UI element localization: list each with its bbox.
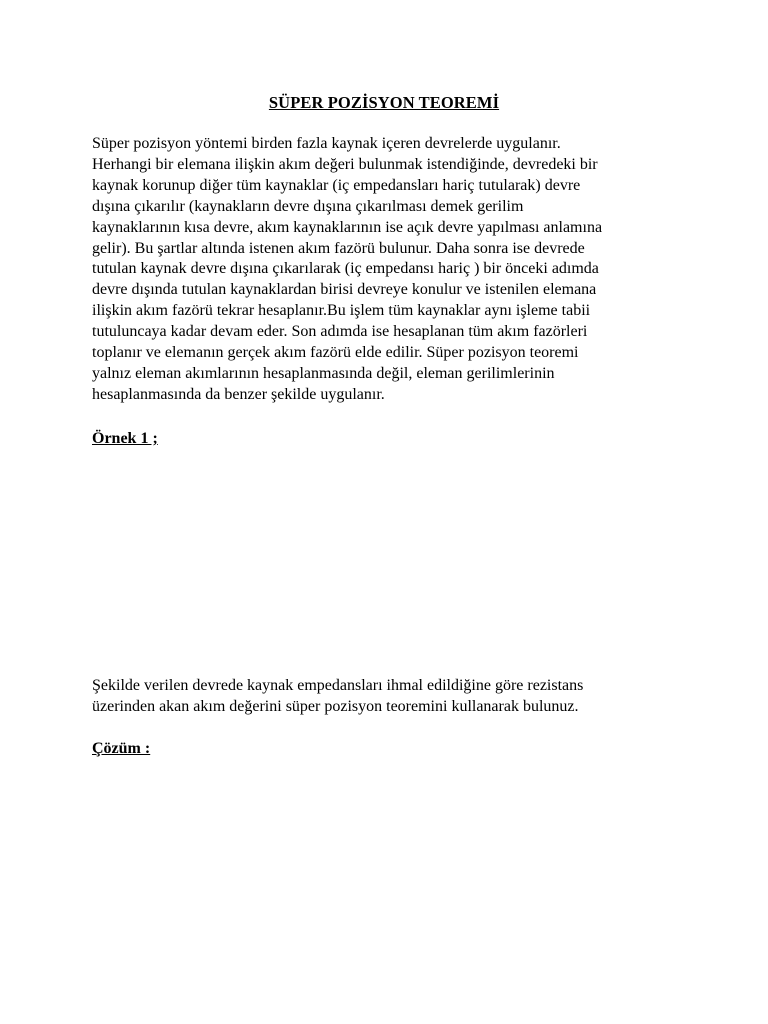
intro-line: kaynak korunup diğer tüm kaynaklar (iç empedansları hariç tutularak) devre <box>92 176 581 194</box>
intro-line: hesaplanmasında da benzer şekilde uygulanır. <box>92 385 385 403</box>
intro-line: Herhangi bir elemana ilişkin akım değeri bulunmak istendiğinde, devredeki bir <box>92 155 598 173</box>
intro-line: kaynaklarının kısa devre, akım kaynaklarının ise açık devre yapılması anlamına <box>92 218 603 236</box>
document-title: SÜPER POZİSYON TEOREMİ <box>268 93 500 112</box>
intro-line: toplanır ve elemanın gerçek akım fazörü elde edilir. Süper pozisyon teoremi <box>92 344 579 362</box>
question-line: üzerinden akan akım değerini süper pozisyon teoremini kullanarak bulunuz. <box>92 697 579 715</box>
intro-line: tutulan kaynak devre dışına çıkarılarak (iç empedansı hariç ) bir önceki adımda <box>92 260 599 278</box>
solution-heading: Çözüm : <box>92 740 151 757</box>
intro-paragraph <box>92 134 682 406</box>
circuit-figure-placeholder <box>92 460 682 665</box>
solution-area <box>92 770 682 1000</box>
question-paragraph <box>92 676 692 718</box>
example-heading: Örnek 1 ; <box>92 430 158 447</box>
intro-line: ilişkin akım fazörü tekrar hesaplanır.Bu işlem tüm kaynaklar aynı işleme tabii <box>92 302 591 320</box>
intro-line: tutuluncaya kadar devam eder. Son adımda ise hesaplanan tüm akım fazörleri <box>92 323 588 341</box>
question-line: Şekilde verilen devrede kaynak empedansları ihmal edildiğine göre rezistans <box>92 677 584 694</box>
intro-line: gelir). Bu şartlar altında istenen akım fazörü bulunur. Daha sonra ise devrede <box>92 239 585 257</box>
intro-line: devre dışında tutulan kaynaklardan birisi devreye konulur ve istenilen elemana <box>92 281 597 299</box>
intro-line: yalnız eleman akımlarının hesaplanmasında değil, eleman gerilimlerinin <box>92 364 555 382</box>
intro-line: dışına çıkarılır (kaynakların devre dışına çıkarılması demek gerilim <box>92 197 524 215</box>
intro-line: Süper pozisyon yöntemi birden fazla kaynak içeren devrelerde uygulanır. <box>92 135 561 152</box>
